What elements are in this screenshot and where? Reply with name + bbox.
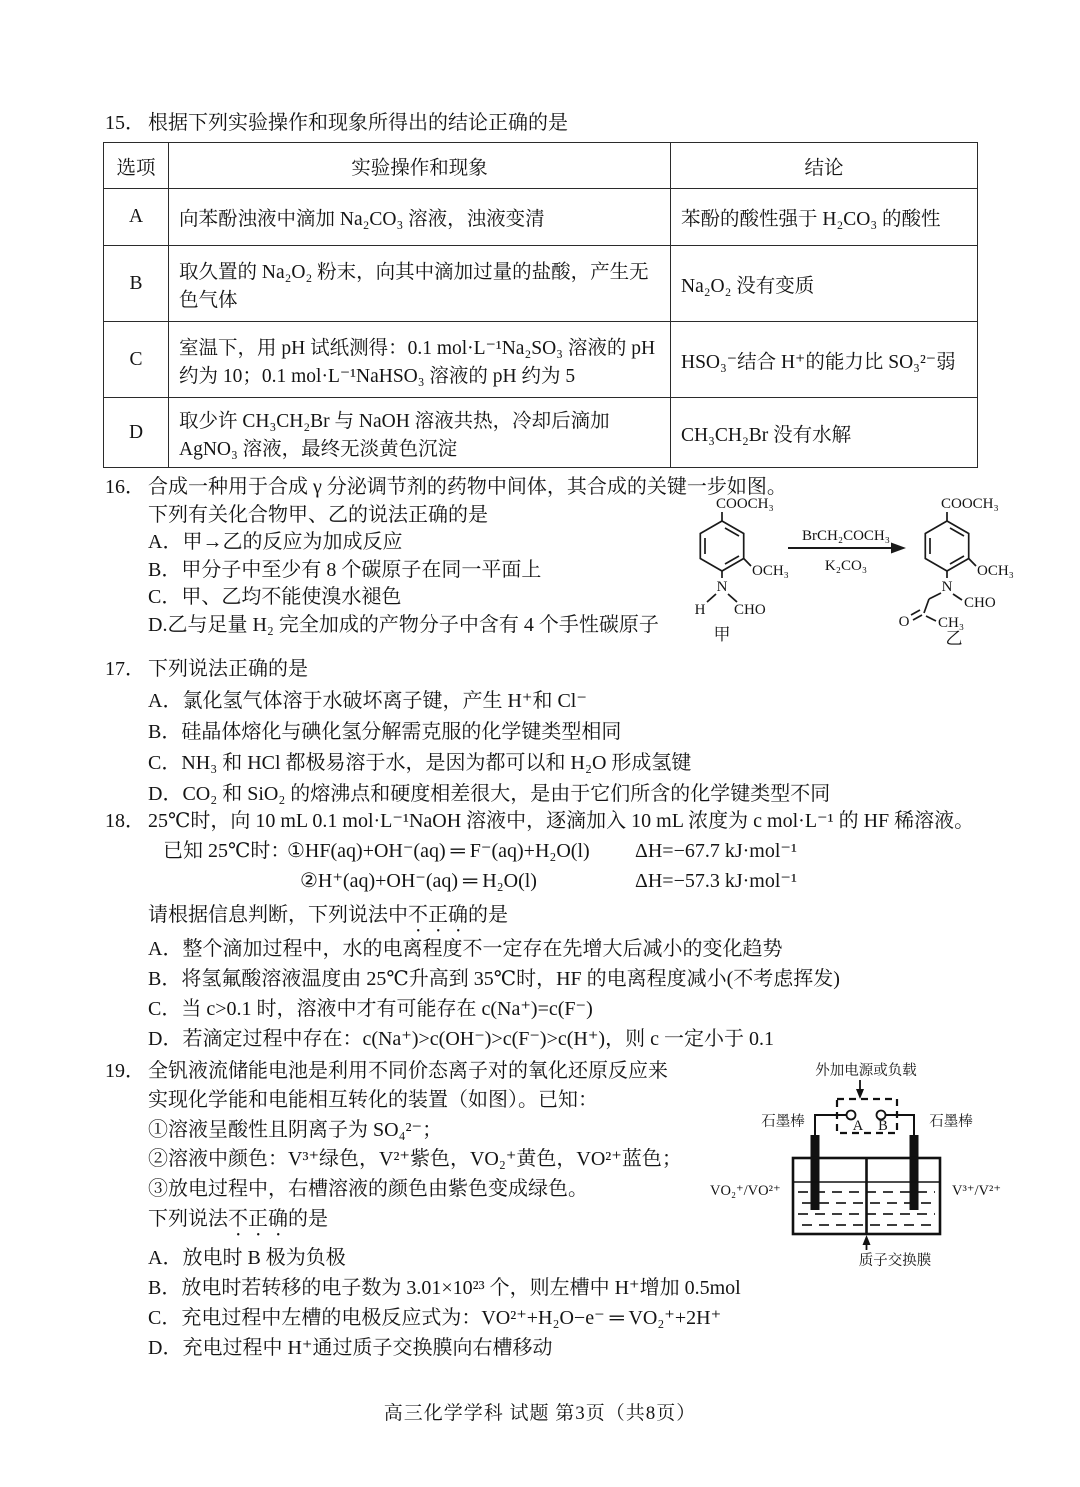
q16-option-c: C．甲、乙均不能使溴水褪色 [148, 586, 402, 609]
table-row [104, 189, 978, 246]
up-arrow-icon [863, 1235, 871, 1250]
q18-question-line [105, 896, 1025, 934]
methoxy-group-label: OCH₃ [752, 563, 789, 579]
graphite-rod-right-label: 石墨棒 [929, 1114, 973, 1130]
q18-equation-1-dh: ΔH=−67.7 kJ·mol⁻¹ [635, 840, 797, 862]
q17-number: 17． [105, 658, 145, 680]
q16-option-a: A．甲→乙的反应为加成反应 [148, 531, 403, 554]
q15-header-conclusion: 结论 [671, 143, 978, 189]
compound-yi-label: 乙 [945, 629, 963, 648]
q19-number: 19． [105, 1060, 145, 1082]
electrode-right [910, 1135, 919, 1210]
q18-equation-2-line [105, 866, 1025, 896]
cho-group-label: CHO [964, 595, 996, 611]
membrane-label: 质子交换膜 [858, 1253, 932, 1269]
q19-line4: ②溶液中颜色：V³⁺绿色，V²⁺紫色，VO₂⁺黄色，VO²⁺蓝色； [148, 1148, 682, 1170]
row-b-option: B [104, 246, 169, 322]
q19-battery-diagram [690, 1058, 1020, 1270]
graphite-rod-left-label: 石墨棒 [761, 1114, 805, 1130]
row-c-operation: 室温下，用 pH 试纸测得：0.1 mol·L⁻¹Na₂SO₃ 溶液的 pH 约为 10；0.1 mol·L⁻¹NaHSO₃ 溶液的 pH 约为 5 [169, 322, 671, 398]
q17-title-line [105, 652, 1005, 686]
ester-group-label: COOCH₃ [716, 496, 774, 512]
terminal-b-label: B [878, 1118, 888, 1134]
q19-option-c: C．充电过程中左槽的电极反应式为：VO²⁺+H₂O−e⁻ ═ VO₂⁺+2H⁺ [148, 1307, 722, 1329]
q19-line1 [105, 1056, 705, 1086]
q18-question-suffix: 的是 [468, 904, 508, 926]
row-a-conclusion: 苯酚的酸性强于 H₂CO₃ 的酸性 [671, 189, 978, 246]
down-arrow-icon [856, 1080, 864, 1099]
q18-intro: 25℃时，向 10 mL 0.1 mol·L⁻¹NaOH 溶液中，逐滴加入 10 mL 浓度为 c mol·L⁻¹ 的 HF 稀溶液。 [148, 810, 975, 832]
q17-option-a: A．氯化氢气体溶于水破坏离子键，产生 H⁺和 Cl⁻ [148, 690, 587, 712]
q15-title: 根据下列实验操作和现象所得出的结论正确的是 [148, 112, 568, 134]
table-row [104, 322, 978, 398]
q15-header-operation: 实验操作和现象 [169, 143, 671, 189]
q17-option-d: D．CO₂ 和 SiO₂ 的熔沸点和硬度相差很大，是由于它们所含的化学键类型不同 [148, 783, 831, 805]
reagent-above-label: BrCH₂COCH₃ [802, 528, 890, 544]
q18-option-d: D．若滴定过程中存在：c(Na⁺)>c(OH⁻)>c(F⁻)>c(H⁺)，则 c 一定小于 0.1 [148, 1028, 774, 1050]
q18-option-b: B．将氢氟酸溶液温度由 25℃升高到 35℃时，HF 的电离程度减小(不考虑挥发) [148, 968, 840, 990]
q17-option-b: B．硅晶体熔化与碘化氢分解需克服的化学键类型相同 [148, 721, 622, 743]
terminal-a-label: A [852, 1118, 864, 1134]
q19-option-b: B．放电时若转移的电子数为 3.01×10²³ 个，则左槽中 H⁺增加 0.5mol [148, 1277, 741, 1299]
q18-question-emphasis: 不正确 [408, 904, 468, 926]
row-b-operation: 取久置的 Na₂O₂ 粉末，向其中滴加过量的盐酸，产生无色气体 [169, 246, 671, 322]
q16-option-b: B．甲分子中至少有 8 个碳原子在同一平面上 [148, 558, 542, 581]
hydrogen-label: H [694, 602, 706, 618]
cho-group-label: CHO [734, 602, 766, 618]
q19-question-line [105, 1204, 705, 1234]
q18-known-label: 已知 25℃时： [163, 840, 291, 862]
q19-option-d: D．充电过程中 H⁺通过质子交换膜向右槽移动 [148, 1337, 553, 1359]
q15-table [103, 142, 978, 468]
q19-line5: ③放电过程中，右槽溶液的颜色由紫色变成绿色。 [148, 1177, 588, 1200]
q18-equation-1: ①HF(aq)+OH⁻(aq) ═ F⁻(aq)+H₂O(l) [287, 840, 590, 862]
arrowhead-icon [891, 543, 906, 554]
q18-question-prefix: 请根据信息判断，下列说法中 [148, 904, 408, 926]
q18-option-a: A．整个滴加过程中，水的电离程度不一定存在先增大后减小的变化趋势 [148, 938, 783, 960]
row-c-option: C [104, 322, 169, 398]
reaction-arrow [788, 528, 906, 574]
q19-question-suffix: 的是 [288, 1208, 328, 1230]
q16-reaction-scheme [680, 486, 1058, 654]
q18-intro-line [105, 806, 1025, 836]
q16-option-d: D.乙与足量 H₂ 完全加成的产物分子中含有 4 个手性碳原子 [148, 613, 659, 636]
left-solution-label: VO₂⁺/VO²⁺ [710, 1183, 781, 1199]
electrode-left [811, 1135, 820, 1210]
right-solution-label: V³⁺/V²⁺ [952, 1183, 1001, 1199]
row-c-conclusion: HSO₃⁻结合 H⁺的能力比 SO₃²⁻弱 [671, 322, 978, 398]
q16-line1-text: 合成一种用于合成 γ 分泌调节剂的药物中间体，其合成的关键一步如图。 [148, 476, 787, 498]
ester-group-label: COOCH₃ [941, 496, 999, 512]
benzene-ring [700, 521, 743, 571]
row-b-conclusion: Na₂O₂ 没有变质 [671, 246, 978, 322]
question-17 [105, 652, 1005, 810]
q18-number: 18． [105, 810, 145, 832]
q16-line2: 下列有关化合物甲、乙的说法正确的是 [148, 503, 488, 526]
q18-equation-2-dh: ΔH=−57.3 kJ·mol⁻¹ [635, 870, 797, 892]
q18-equation-1-line [105, 836, 1025, 866]
carbonyl-oxygen-label: O [898, 614, 910, 630]
q15-table-header-row [104, 143, 978, 189]
benzene-ring [925, 521, 968, 571]
q19-question-emphasis: 不正确 [228, 1208, 288, 1230]
q18-equation-2: ②H⁺(aq)+OH⁻(aq) ═ H₂O(l) [300, 870, 537, 892]
methoxy-group-label: OCH₃ [977, 563, 1014, 579]
nitrogen-label: N [941, 579, 953, 595]
table-row [104, 398, 978, 468]
q19-line2: 实现化学能和电能相互转化的装置（如图）。已知： [148, 1089, 598, 1111]
q15-header-option: 选项 [104, 143, 169, 189]
q19-option-a: A．放电时 B 极为负极 [148, 1247, 346, 1269]
q18-option-c: C．当 c>0.1 时，溶液中才有可能存在 c(Na⁺)=c(F⁻) [148, 998, 593, 1020]
q19-line3: ①溶液呈酸性且阴离子为 SO₄²⁻； [148, 1118, 443, 1141]
q15-title-line [105, 106, 568, 135]
question-19 [105, 1056, 705, 1234]
table-row [104, 246, 978, 322]
structure-jia [695, 496, 789, 644]
row-d-option: D [104, 398, 169, 468]
q17-title: 下列说法正确的是 [148, 658, 308, 680]
power-source-label: 外加电源或负载 [815, 1063, 917, 1079]
question-18 [105, 806, 1025, 1054]
nitrogen-label: N [716, 579, 728, 595]
q15-number: 15． [105, 112, 145, 134]
q19-question-prefix: 下列说法 [148, 1208, 228, 1230]
page-footer: 高三化学学科 试题 第3页（共8页） [383, 1403, 697, 1424]
q17-option-c: C．NH₃ 和 HCl 都极易溶于水，是因为都可以和 H₂O 形成氢键 [148, 752, 692, 774]
compound-jia-label: 甲 [713, 625, 731, 644]
row-a-option: A [104, 189, 169, 246]
row-d-operation: 取少许 CH₃CH₂Br 与 NaOH 溶液共热，冷却后滴加 AgNO₃ 溶液，最终无淡黄色沉淀 [169, 398, 671, 468]
methyl-group-label: CH₃ [938, 615, 965, 631]
q19-line1-text: 全钒液流储能电池是利用不同价态离子对的氧化还原反应来 [148, 1060, 668, 1082]
structure-yi [899, 496, 1014, 648]
row-a-operation: 向苯酚浊液中滴加 Na₂CO₃ 溶液，浊液变清 [169, 189, 671, 246]
row-d-conclusion: CH₃CH₂Br 没有水解 [671, 398, 978, 468]
q16-number: 16． [105, 476, 145, 498]
reagent-below-label: K₂CO₃ [824, 558, 868, 574]
